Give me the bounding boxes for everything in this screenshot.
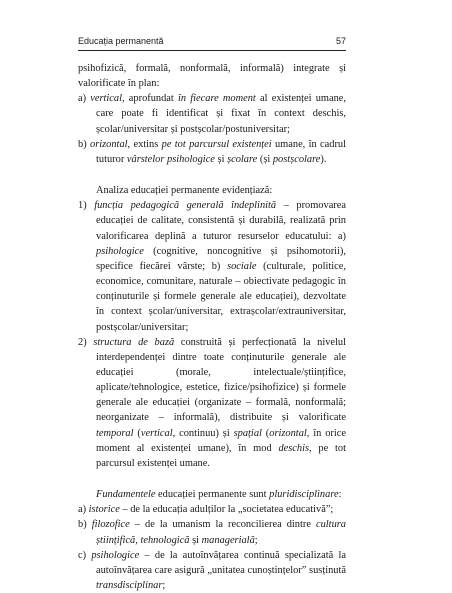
list-marker: c) <box>78 549 92 561</box>
page-number: 57 <box>335 36 346 46</box>
text-run: al existenței umane, care poate fi identificat și fixat în context deschis, școlar/universitar și postșcolar/postuniversitar; <box>96 93 347 135</box>
italic-term: vertical <box>90 93 123 105</box>
text-run: și <box>189 534 202 546</box>
italic-term: pe tot parcursul existenței <box>161 138 272 150</box>
italic-term: postșcolare <box>272 153 321 165</box>
text-run: – de la autoînvățarea continuă specializată la autoînvățarea care asigură „unitatea cunoștințelor” susținută <box>96 549 347 576</box>
italic-term: școlare <box>227 153 258 165</box>
italic-term: funcția pedagogică generală îndeplinită <box>94 200 277 212</box>
text-run: educației permanente sunt <box>155 489 270 501</box>
list-item-b-orizontal <box>78 137 346 167</box>
italic-term: managerială <box>201 534 255 546</box>
text-run: ( <box>261 427 270 439</box>
paragraph-gap <box>78 167 346 183</box>
list-item-c-psihologice <box>78 548 346 593</box>
list-marker: b) <box>78 138 90 150</box>
list-marker: 2) <box>78 336 94 348</box>
text-run: ). <box>320 153 327 165</box>
text-run: , extins <box>127 138 162 150</box>
italic-term: filozofice <box>91 519 130 531</box>
italic-term: pluridisciplinare <box>269 489 339 501</box>
paragraph-gap <box>78 471 346 487</box>
list-item-1-functia <box>78 198 346 334</box>
running-header <box>78 34 346 51</box>
italic-term: cultura științifică, tehnologică <box>96 519 346 546</box>
text-run: (culturale, politice, economice, comunitare, naturale – obiectivate pedagogic în conținuturile și formele generale ale educației), dezvoltate în context școlar/universitar, extrașcolar/extrauniversitar, postșcolar/universitar; <box>96 260 346 333</box>
list-marker: a) <box>78 504 89 516</box>
text-run: ( <box>133 427 141 439</box>
italic-term: orizontal <box>90 138 128 150</box>
text-run: (și <box>257 153 273 165</box>
text-run: – promovarea educației de calitate, consistentă și durabilă, realizată prin valorificarea deplină a tuturor resurselor educatului: a) <box>96 200 346 242</box>
italic-term: structura de bază <box>93 336 175 348</box>
list-marker: b) <box>78 519 92 531</box>
italic-term: în fiecare moment <box>178 93 256 105</box>
page-body <box>78 61 346 593</box>
paragraph-continuation <box>78 61 346 91</box>
paragraph-fundamentele <box>78 487 346 502</box>
text-run: , pe tot parcursul existenței umane. <box>96 442 346 469</box>
text-run: umane, în cadrul tuturor <box>96 138 346 165</box>
list-item-a-istorice <box>78 502 346 517</box>
list-item-a-vertical <box>78 91 346 136</box>
list-marker: 1) <box>78 200 95 212</box>
italic-term: orizontal <box>269 427 307 439</box>
running-title: Educația permanentă <box>78 36 164 46</box>
text-run: construită și perfecționată la nivelul interdependenței dintre toate conținuturile generale ale educației (morale, intelectuale/științifice, aplicate/tehnologice, estetice, fizice/psihofizice) și formele generale ale educației (organizate – formală, nonformală; neorganizate – informală), distribuite și valorificate <box>96 336 346 424</box>
text-run: Analiza educației permanente evidențiază: <box>96 185 273 197</box>
list-marker: a) <box>78 93 91 105</box>
list-item-2-structura <box>78 335 346 471</box>
text-run: psihofizică, formală, nonformală, informală) integrate și valorificate în plan: <box>78 63 346 90</box>
paragraph-analysis-intro <box>78 183 346 198</box>
italic-term: psihologice <box>96 245 144 257</box>
text-run: , aprofundat <box>122 93 178 105</box>
italic-term: spațial <box>233 427 262 439</box>
list-item-b-filozofice <box>78 517 346 547</box>
italic-term: vertical <box>140 427 173 439</box>
text-run: : <box>338 489 342 501</box>
italic-term: psihologice <box>91 549 140 561</box>
text-run: ; <box>162 580 166 591</box>
text-run: , continuu) și <box>172 427 234 439</box>
italic-term: vârstelor psihologice <box>126 153 215 165</box>
text-run: – de la educația adulților la „societatea educativă”; <box>119 504 334 516</box>
italic-term: temporal <box>96 427 134 439</box>
italic-term: sociale <box>227 260 257 272</box>
italic-term: Fundamentele <box>96 489 156 501</box>
italic-term: deschis <box>278 442 310 454</box>
text-run: – de la umanism la reconcilierea dintre <box>129 519 316 531</box>
italic-term: transdisciplinar <box>96 580 163 591</box>
text-run: (cognitive, noncognitive și psihomotorii), specifice fiecărei vârste; b) <box>96 245 346 272</box>
text-run: și <box>214 153 228 165</box>
text-run: , în orice moment al existenței umane), în mod <box>96 427 346 454</box>
italic-term: istorice <box>88 504 120 516</box>
text-run: ; <box>254 534 258 546</box>
